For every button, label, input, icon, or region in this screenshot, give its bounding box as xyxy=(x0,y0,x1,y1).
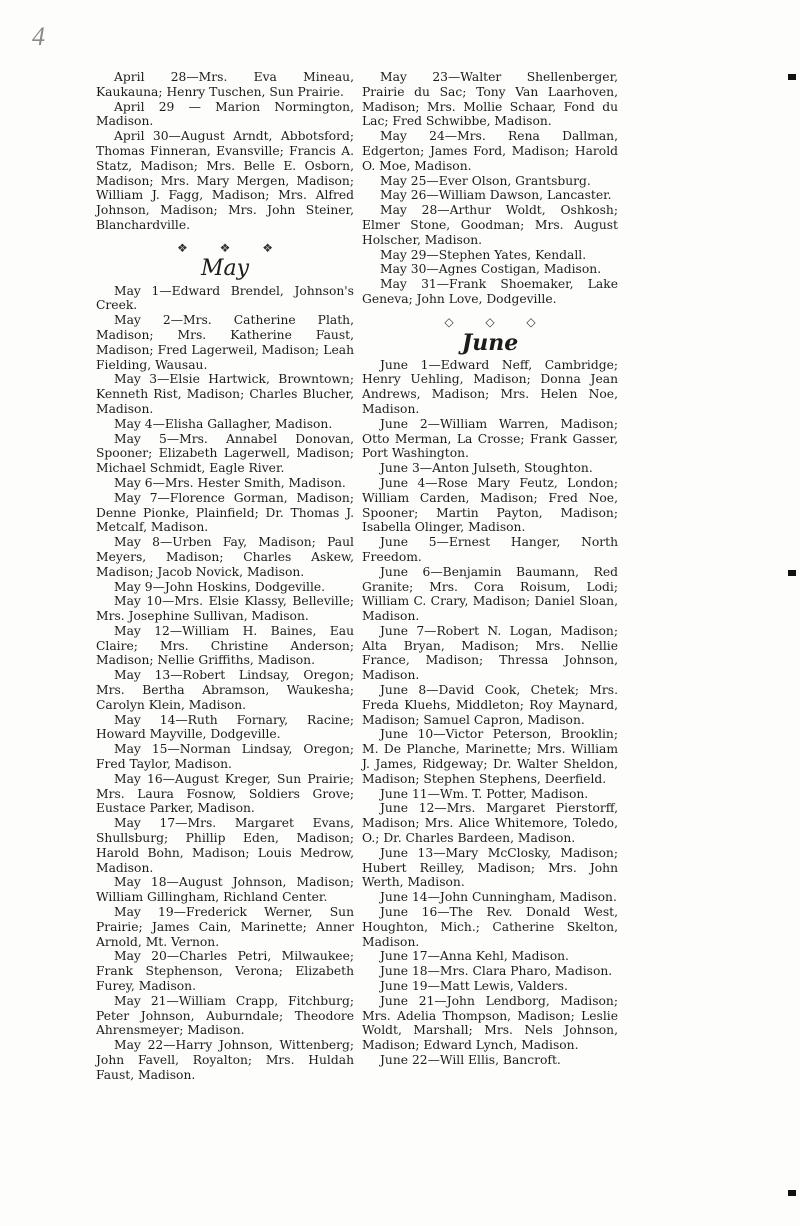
obituary-entry: June 16—The Rev. Donald West, Houghton, Mich.; Catherine Skelton, Madison. xyxy=(362,905,618,949)
obituary-entry: May 14—Ruth Fornary, Racine; Howard Mayville, Dodgeville. xyxy=(96,712,354,742)
obituary-entry: June 3—Anton Julseth, Stoughton. xyxy=(380,461,593,476)
obituary-entry: May 3—Elsie Hartwick, Browntown; Kenneth Rist, Madison; Charles Blucher, Madison. xyxy=(96,372,354,416)
scan-mark xyxy=(788,570,796,576)
scan-mark xyxy=(788,74,796,80)
page-number-mark: 4 xyxy=(32,22,45,51)
obituary-entry: May 13—Robert Lindsay, Oregon; Mrs. Bertha Abramson, Waukesha; Carolyn Klein, Madison. xyxy=(96,668,354,712)
section-ornament: ◇ ◇ ◇ xyxy=(444,314,550,329)
scan-mark xyxy=(788,1190,796,1196)
obituary-entry: June 10—Victor Peterson, Brooklin; M. De Planche, Marinette; Mrs. William J. James, Ridgeway; Dr. Walter Sheldon, Madison; Stephen Stephens, Deerfield. xyxy=(362,727,618,786)
april-list xyxy=(96,70,354,233)
obituary-entry: June 11—Wm. T. Potter, Madison. xyxy=(380,786,589,801)
obituary-entry: June 17—Anna Kehl, Madison. xyxy=(380,949,569,964)
obituary-entry: May 1—Edward Brendel, Johnson's Creek. xyxy=(96,283,354,313)
obituary-entry: June 18—Mrs. Clara Pharo, Madison. xyxy=(380,964,613,979)
may-list xyxy=(96,284,354,1083)
obituary-entry: April 30—August Arndt, Abbotsford; Thomas Finneran, Evansville; Francis A. Statz, Madison; Mrs. Belle E. Osborn, Madison; Mrs. Mary Mergen, Madison; William J. Fagg, Madison; Mrs. Alfred Johnson, Madison; Mrs. John Steiner, Blanchardville. xyxy=(96,129,354,232)
obituary-entry: May 12—William H. Baines, Eau Claire; Mrs. Christine Anderson; Madison; Nellie Griffiths, Madison. xyxy=(96,623,354,668)
obituary-entry: May 25—Ever Olson, Grantsburg. xyxy=(380,173,591,188)
section-ornament: ❖ ❖ ❖ xyxy=(177,240,287,255)
obituary-entry: May 20—Charles Petri, Milwaukee; Frank Stephenson, Verona; Elizabeth Furey, Madison. xyxy=(96,949,354,994)
obituary-entry: May 18—August Johnson, Madison; William Gillingham, Richland Center. xyxy=(96,875,354,905)
obituary-entry: May 28—Arthur Woldt, Oshkosh; Elmer Stone, Goodman; Mrs. August Holscher, Madison. xyxy=(362,203,618,247)
obituary-entry: May 7—Florence Gorman, Madison; Denne Pionke, Plainfield; Dr. Thomas J. Metcalf, Madison. xyxy=(96,490,354,535)
obituary-entry: May 26—William Dawson, Lancaster. xyxy=(380,188,612,203)
scan-edge-marks xyxy=(786,30,800,1210)
obituary-entry: June 8—David Cook, Chetek; Mrs. Freda Kluehs, Middleton; Roy Maynard, Madison; Samuel Capron, Madison. xyxy=(362,683,618,727)
month-heading-may: May xyxy=(200,255,250,281)
obituary-entry: June 13—Mary McClosky, Madison; Hubert Reilley, Madison; Mrs. John Werth, Madison. xyxy=(362,845,618,890)
obituary-entry: April 29 — Marion Normington, Madison. xyxy=(96,99,354,129)
obituary-entry: May 31—Frank Shoemaker, Lake Geneva; John Love, Dodgeville. xyxy=(362,277,618,306)
obituary-entry: May 21—William Crapp, Fitchburg; Peter Johnson, Auburndale; Theodore Ahrensmeyer; Madison. xyxy=(96,993,354,1038)
obituary-entry: May 16—August Kreger, Sun Prairie; Mrs. Laura Fosnow, Soldiers Grove; Eustace Parker, Madison. xyxy=(96,771,354,816)
obituary-entry: June 7—Robert N. Logan, Madison; Alta Bryan, Madison; Mrs. Nellie France, Madison; Thressa Johnson, Madison. xyxy=(362,623,618,683)
obituary-entry: June 6—Benjamin Baumann, Red Granite; Mrs. Cora Roisum, Lodi; William C. Crary, Madison; Daniel Sloan, Madison. xyxy=(362,564,618,624)
obituary-entry: May 15—Norman Lindsay, Oregon; Fred Taylor, Madison. xyxy=(96,742,354,772)
obituary-entry: June 2—William Warren, Madison; Otto Merman, La Crosse; Frank Gasser, Port Washington. xyxy=(362,416,618,461)
obituary-entry: June 1—Edward Neff, Cambridge; Henry Uehling, Madison; Donna Jean Andrews, Madison; Mrs. Helen Noe, Madison. xyxy=(362,357,618,416)
obituary-entry: May 24—Mrs. Rena Dallman, Edgerton; James Ford, Madison; Harold O. Moe, Madison. xyxy=(362,129,618,173)
month-heading-june: June xyxy=(461,329,519,356)
obituary-entry: April 28—Mrs. Eva Mineau, Kaukauna; Henry Tuschen, Sun Prairie. xyxy=(96,70,354,99)
obituary-entry: May 8—Urben Fay, Madison; Paul Meyers, Madison; Charles Askew, Madison; Jacob Novick, Madison. xyxy=(96,535,354,579)
obituary-entry: May 29—Stephen Yates, Kendall. xyxy=(380,247,587,262)
left-column xyxy=(96,70,354,1083)
obituary-entry: June 4—Rose Mary Feutz, London; William Carden, Madison; Fred Noe, Spooner; Martin Payton, Madison; Isabella Olinger, Madison. xyxy=(362,475,618,535)
obituary-entry: June 21—John Lendborg, Madison; Mrs. Adelia Thompson, Madison; Leslie Woldt, Marshall; Mrs. Nels Johnson, Madison; Edward Lynch, Madison. xyxy=(362,993,618,1053)
obituary-entry: May 5—Mrs. Annabel Donovan, Spooner; Elizabeth Lagerwell, Madison; Michael Schmidt, Eagle River. xyxy=(96,431,354,476)
right-column xyxy=(362,70,618,1068)
may-continued-list xyxy=(362,70,618,307)
obituary-entry: May 9—John Hoskins, Dodgeville. xyxy=(114,579,326,594)
obituary-entry: May 10—Mrs. Elsie Klassy, Belleville; Mrs. Josephine Sullivan, Madison. xyxy=(96,594,354,624)
obituary-entry: June 12—Mrs. Margaret Pierstorff, Madison; Mrs. Alice Whitemore, Toledo, O.; Dr. Charles Bardeen, Madison. xyxy=(362,801,618,846)
obituary-entry: May 22—Harry Johnson, Wittenberg; John Favell, Royalton; Mrs. Huldah Faust, Madison. xyxy=(96,1038,354,1082)
obituary-entry: May 17—Mrs. Margaret Evans, Shullsburg; Phillip Eden, Madison; Harold Bohn, Madison; Louis Medrow, Madison. xyxy=(96,816,354,875)
obituary-entry: June 5—Ernest Hanger, North Freedom. xyxy=(362,535,618,564)
obituary-entry: June 14—John Cunningham, Madison. xyxy=(380,890,617,905)
obituary-entry: June 22—Will Ellis, Bancroft. xyxy=(380,1053,561,1067)
june-list xyxy=(362,358,618,1068)
obituary-entry: May 19—Frederick Werner, Sun Prairie; James Cain, Marinette; Anner Arnold, Mt. Vernon. xyxy=(96,905,354,949)
obituary-entry: May 2—Mrs. Catherine Plath, Madison; Mrs. Katherine Faust, Madison; Fred Lagerweil, Madison; Leah Fielding, Wausau. xyxy=(96,313,354,372)
obituary-entry: May 4—Elisha Gallagher, Madison. xyxy=(114,416,333,431)
obituary-entry: May 23—Walter Shellenberger, Prairie du Sac; Tony Van Laarhoven, Madison; Mrs. Mollie Schaar, Fond du Lac; Fred Schwibbe, Madison. xyxy=(362,70,618,129)
obituary-entry: May 6—Mrs. Hester Smith, Madison. xyxy=(114,475,346,490)
obituary-entry: June 19—Matt Lewis, Valders. xyxy=(380,979,568,994)
obituary-entry: May 30—Agnes Costigan, Madison. xyxy=(380,262,602,277)
